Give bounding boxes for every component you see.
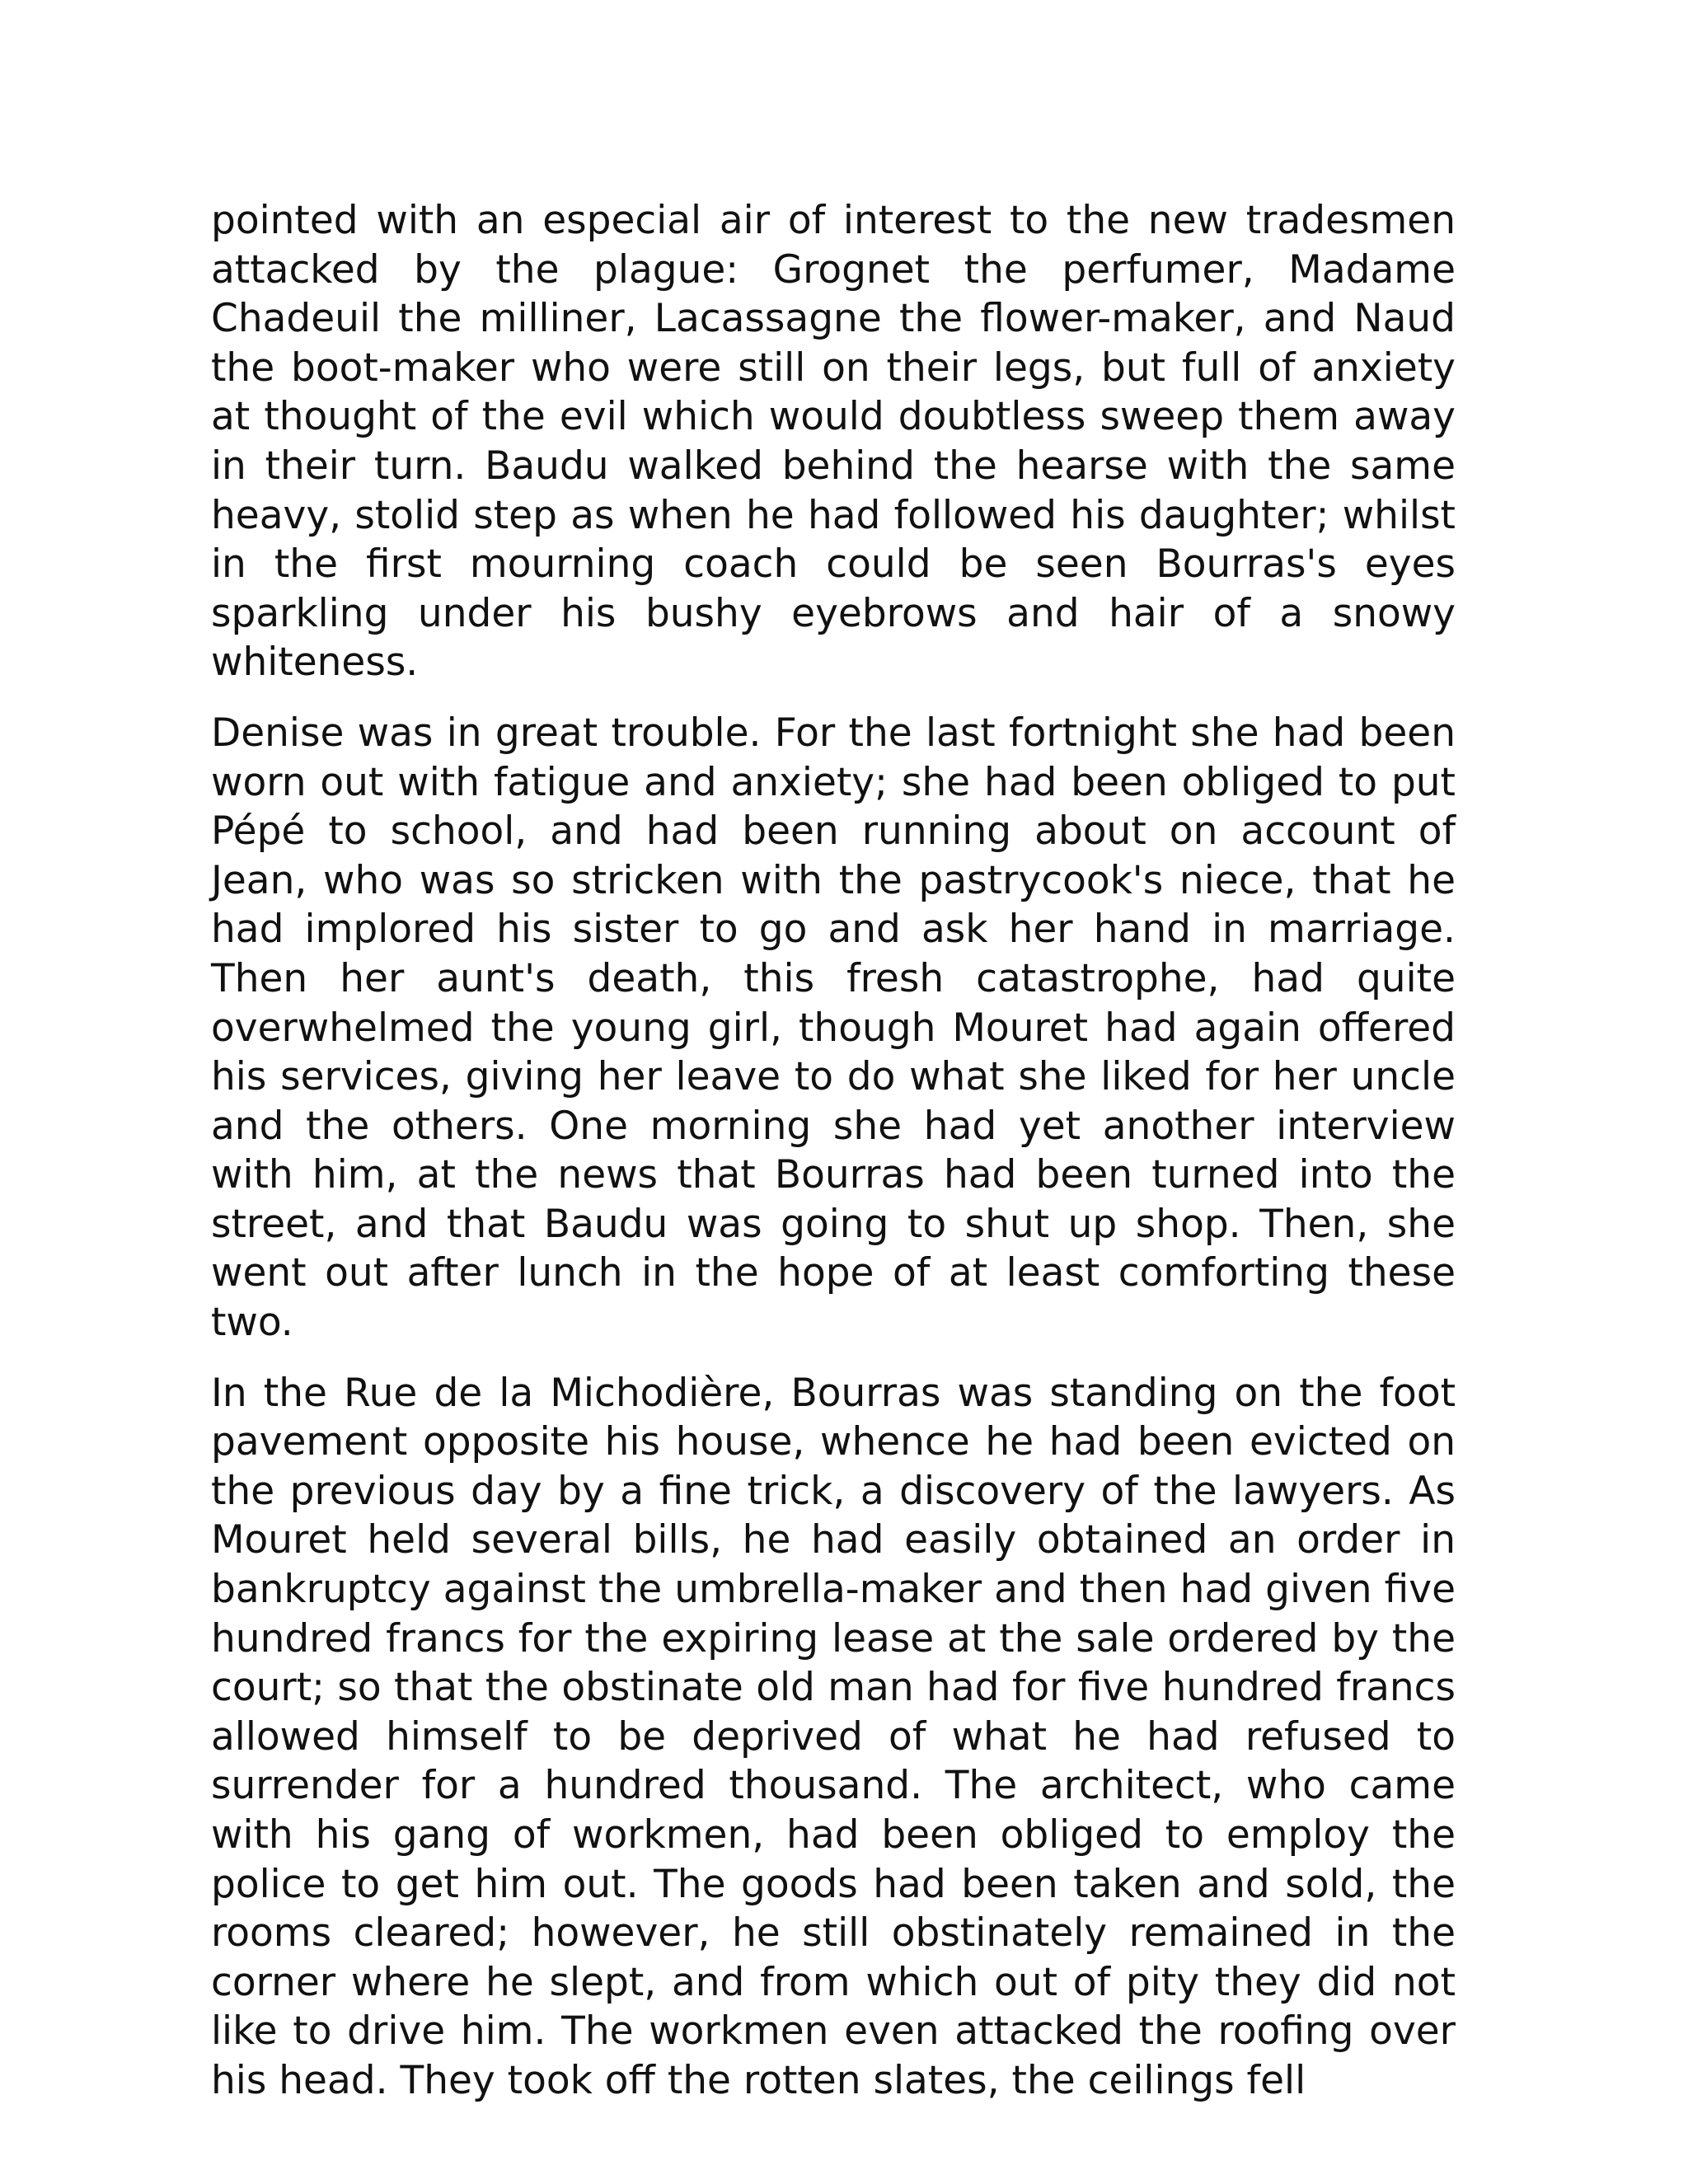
body-text [211, 196, 1456, 2127]
paragraph-2: Denise was in great trouble. For the last fortnight she had been worn out with fatigue and anxiety; she had been obliged to put Pépé to school, and had been running about on account of Jean, who was so stricken with the pastrycook's niece, that he had implored his sister to go and ask her hand in marriage. Then her aunt's death, this fresh catastrophe, had quite overwhelmed the young girl, though Mouret had again offered his services, giving her leave to do what she liked for her uncle and the others. One morning she had yet another interview with him, at the news that Bourras had been turned into the street, and that Baudu was going to shut up shop. Then, she went out after lunch in the hope of at least comforting these two. [211, 710, 1456, 1346]
paragraph-1: pointed with an especial air of interest to the new tradesmen attacked by the plague: Grognet the perfumer, Madame Chadeuil the milliner, Lacassagne the flower-maker, and Naud the boot-maker who were still on their legs, but full of anxiety at thought of the evil which would doubtless sweep them away in their turn. Baudu walked behind the hearse with the same heavy, stolid step as when he had followed his daughter; whilst in the first mourning coach could be seen Bourras's eyes sparkling under his bushy eyebrows and hair of a snowy whiteness. [211, 198, 1456, 686]
paragraph-3: In the Rue de la Michodière, Bourras was standing on the foot pavement opposite his house, whence he had been evicted on the previous day by a fine trick, a discovery of the lawyers. As Mouret held several bills, he had easily obtained an order in bankruptcy against the umbrella-maker and then had given five hundred francs for the expiring lease at the sale ordered by the court; so that the obstinate old man had for five hundred francs allowed himself to be deprived of what he had refused to surrender for a hundred thousand. The architect, who came with his gang of workmen, had been obliged to employ the police to get him out. The goods had been taken and sold, the rooms cleared; however, he still obstinately remained in the corner where he slept, and from which out of pity they did not like to drive him. The workmen even attacked the roofing over his head. They took off the rotten slates, the ceilings fell [211, 1370, 1456, 2103]
